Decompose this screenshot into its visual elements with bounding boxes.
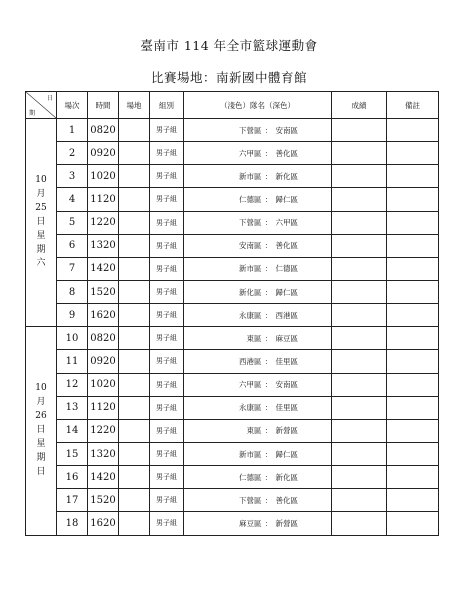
note-cell (387, 211, 439, 234)
round-number: 8 (57, 280, 88, 303)
score-cell (332, 373, 387, 396)
match-cell (184, 304, 332, 327)
table-row (26, 466, 439, 489)
match-cell (184, 442, 332, 465)
date-day-unit: 日 (36, 424, 46, 435)
score-cell (332, 466, 387, 489)
away-team: 佳里區 (275, 356, 298, 366)
home-team: 仁德區 (239, 194, 262, 204)
start-time: 1320 (88, 442, 119, 465)
away-team: 西港區 (275, 310, 298, 320)
table-row (26, 512, 439, 535)
home-team: 下營區 (239, 495, 262, 505)
match-separator: ： (264, 333, 273, 343)
note-cell (387, 188, 439, 211)
away-team: 麻豆區 (275, 333, 298, 343)
away-team: 新化區 (275, 472, 298, 482)
court-cell (119, 234, 150, 257)
table-row (26, 489, 439, 512)
court-cell (119, 165, 150, 188)
match-cell (184, 350, 332, 373)
start-time: 0920 (88, 350, 119, 373)
round-number: 3 (57, 165, 88, 188)
start-time: 1120 (88, 396, 119, 419)
group-cell: 男子組 (150, 327, 184, 350)
date-month: 10 (35, 174, 47, 185)
match-cell (184, 419, 332, 442)
court-cell (119, 142, 150, 165)
start-time: 1220 (88, 419, 119, 442)
table-row (26, 234, 439, 257)
score-cell (332, 396, 387, 419)
away-team: 仁德區 (275, 264, 298, 274)
group-cell: 男子組 (150, 489, 184, 512)
score-cell (332, 211, 387, 234)
match-cell (184, 396, 332, 419)
start-time: 1420 (88, 257, 119, 280)
note-cell (387, 350, 439, 373)
note-cell (387, 512, 439, 535)
round-number: 11 (57, 350, 88, 373)
match-cell (184, 512, 332, 535)
note-cell (387, 442, 439, 465)
header-match: （淺色）隊名（深色） (184, 92, 332, 119)
match-separator: ： (264, 495, 273, 505)
group-cell: 男子組 (150, 119, 184, 142)
score-cell (332, 419, 387, 442)
match-cell (184, 257, 332, 280)
court-cell (119, 466, 150, 489)
header-date-period: 期 (29, 110, 36, 117)
date-weekday: 六 (36, 258, 46, 269)
table-row (26, 142, 439, 165)
home-team: 新市區 (239, 264, 262, 274)
home-team: 下營區 (239, 125, 262, 135)
round-number: 10 (57, 327, 88, 350)
group-cell: 男子組 (150, 442, 184, 465)
group-cell: 男子組 (150, 142, 184, 165)
match-separator: ： (264, 380, 273, 390)
match-cell (184, 327, 332, 350)
away-team: 新營區 (275, 426, 298, 436)
note-cell (387, 142, 439, 165)
score-cell (332, 350, 387, 373)
table-row (26, 373, 439, 396)
date-cell (26, 119, 57, 327)
home-team: 六甲區 (239, 148, 262, 158)
score-cell (332, 280, 387, 303)
home-team: 新化區 (239, 287, 262, 297)
away-team: 安南區 (275, 125, 298, 135)
court-cell (119, 211, 150, 234)
round-number: 4 (57, 188, 88, 211)
match-cell (184, 165, 332, 188)
start-time: 1620 (88, 304, 119, 327)
match-cell (184, 489, 332, 512)
table-row (26, 442, 439, 465)
date-weekday: 日 (36, 466, 46, 477)
table-row (26, 396, 439, 419)
round-number: 6 (57, 234, 88, 257)
start-time: 1320 (88, 234, 119, 257)
table-row (26, 211, 439, 234)
date-w1: 星 (36, 438, 46, 449)
start-time: 1520 (88, 280, 119, 303)
date-day-unit: 日 (36, 216, 46, 227)
round-number: 1 (57, 119, 88, 142)
date-w1: 星 (36, 230, 46, 241)
away-team: 新化區 (275, 171, 298, 181)
score-cell (332, 512, 387, 535)
group-cell: 男子組 (150, 373, 184, 396)
match-separator: ： (264, 518, 273, 528)
note-cell (387, 419, 439, 442)
group-cell: 男子組 (150, 188, 184, 211)
header-score: 成績 (332, 92, 387, 119)
match-cell (184, 211, 332, 234)
schedule-table (25, 91, 439, 536)
date-month: 10 (35, 383, 47, 394)
header-date-day: 日 (46, 95, 53, 102)
court-cell (119, 188, 150, 211)
court-cell (119, 442, 150, 465)
table-row (26, 280, 439, 303)
score-cell (332, 489, 387, 512)
match-separator: ： (264, 403, 273, 413)
court-cell (119, 350, 150, 373)
start-time: 1020 (88, 373, 119, 396)
round-number: 9 (57, 304, 88, 327)
note-cell (387, 304, 439, 327)
table-row (26, 257, 439, 280)
round-number: 13 (57, 396, 88, 419)
date-w2: 期 (36, 244, 46, 255)
round-number: 16 (57, 466, 88, 489)
round-number: 17 (57, 489, 88, 512)
court-cell (119, 327, 150, 350)
court-cell (119, 489, 150, 512)
start-time: 1520 (88, 489, 119, 512)
table-row (26, 327, 439, 350)
date-month-unit: 月 (36, 188, 46, 199)
away-team: 善化區 (275, 148, 298, 158)
match-separator: ： (264, 194, 273, 204)
away-team: 歸仁區 (275, 287, 298, 297)
date-w2: 期 (36, 452, 46, 463)
home-team: 麻豆區 (239, 518, 262, 528)
away-team: 安南區 (275, 380, 298, 390)
score-cell (332, 442, 387, 465)
date-stack (35, 174, 46, 272)
away-team: 歸仁區 (275, 194, 298, 204)
home-team: 新市區 (239, 171, 262, 181)
header-group: 組別 (150, 92, 184, 119)
group-cell: 男子組 (150, 350, 184, 373)
match-cell (184, 280, 332, 303)
round-number: 14 (57, 419, 88, 442)
start-time: 0820 (88, 327, 119, 350)
court-cell (119, 396, 150, 419)
score-cell (332, 304, 387, 327)
match-separator: ： (264, 472, 273, 482)
match-separator: ： (264, 241, 273, 251)
match-separator: ： (264, 449, 273, 459)
match-separator: ： (264, 171, 273, 181)
match-separator: ： (264, 356, 273, 366)
group-cell: 男子組 (150, 396, 184, 419)
note-cell (387, 234, 439, 257)
venue-subtitle: 比賽場地：南新國中體育館 (150, 70, 307, 85)
note-cell (387, 119, 439, 142)
round-number: 15 (57, 442, 88, 465)
group-cell: 男子組 (150, 466, 184, 489)
start-time: 1120 (88, 188, 119, 211)
group-cell: 男子組 (150, 211, 184, 234)
court-cell (119, 119, 150, 142)
group-cell: 男子組 (150, 419, 184, 442)
match-separator: ： (264, 310, 273, 320)
match-separator: ： (264, 218, 273, 228)
date-day: 25 (35, 202, 47, 213)
note-cell (387, 327, 439, 350)
table-row (26, 304, 439, 327)
away-team: 佳里區 (275, 403, 298, 413)
group-cell: 男子組 (150, 280, 184, 303)
score-cell (332, 327, 387, 350)
date-month-unit: 月 (36, 397, 46, 408)
away-team: 善化區 (275, 495, 298, 505)
home-team: 永康區 (239, 403, 262, 413)
start-time: 1020 (88, 165, 119, 188)
table-row (26, 188, 439, 211)
date-cell (26, 327, 57, 535)
header-row (26, 92, 439, 119)
table-row (26, 350, 439, 373)
note-cell (387, 280, 439, 303)
match-separator: ： (264, 426, 273, 436)
table-row (26, 119, 439, 142)
match-cell (184, 188, 332, 211)
note-cell (387, 489, 439, 512)
round-number: 12 (57, 373, 88, 396)
schedule-body (26, 119, 439, 536)
header-round: 場次 (57, 92, 88, 119)
match-cell (184, 234, 332, 257)
score-cell (332, 142, 387, 165)
note-cell (387, 373, 439, 396)
home-team: 新市區 (239, 449, 262, 459)
start-time: 1420 (88, 466, 119, 489)
header-note: 備註 (387, 92, 439, 119)
match-cell (184, 142, 332, 165)
match-cell (184, 466, 332, 489)
start-time: 0920 (88, 142, 119, 165)
group-cell: 男子組 (150, 512, 184, 535)
court-cell (119, 280, 150, 303)
round-number: 18 (57, 512, 88, 535)
match-cell (184, 373, 332, 396)
match-separator: ： (264, 148, 273, 158)
score-cell (332, 119, 387, 142)
away-team: 歸仁區 (275, 449, 298, 459)
date-stack (35, 382, 46, 480)
home-team: 安南區 (239, 241, 262, 251)
home-team: 東區 (246, 333, 262, 343)
court-cell (119, 373, 150, 396)
home-team: 仁德區 (239, 472, 262, 482)
score-cell (332, 234, 387, 257)
header-date (26, 92, 57, 119)
score-cell (332, 188, 387, 211)
match-separator: ： (264, 264, 273, 274)
round-number: 7 (57, 257, 88, 280)
date-day: 26 (35, 410, 47, 421)
header-court: 場地 (119, 92, 150, 119)
home-team: 東區 (246, 426, 262, 436)
match-separator: ： (264, 125, 273, 135)
group-cell: 男子組 (150, 165, 184, 188)
header-time: 時間 (88, 92, 119, 119)
group-cell: 男子組 (150, 304, 184, 327)
score-cell (332, 257, 387, 280)
score-cell (332, 165, 387, 188)
home-team: 西港區 (239, 356, 262, 366)
round-number: 5 (57, 211, 88, 234)
home-team: 下營區 (239, 218, 262, 228)
court-cell (119, 304, 150, 327)
court-cell (119, 512, 150, 535)
away-team: 六甲區 (275, 218, 298, 228)
start-time: 0820 (88, 119, 119, 142)
home-team: 六甲區 (239, 380, 262, 390)
court-cell (119, 257, 150, 280)
note-cell (387, 257, 439, 280)
note-cell (387, 466, 439, 489)
round-number: 2 (57, 142, 88, 165)
match-separator: ： (264, 287, 273, 297)
group-cell: 男子組 (150, 234, 184, 257)
group-cell: 男子組 (150, 257, 184, 280)
note-cell (387, 396, 439, 419)
away-team: 新營區 (275, 518, 298, 528)
start-time: 1220 (88, 211, 119, 234)
table-row (26, 165, 439, 188)
document-title: 臺南市 114 年全市籃球運動會 (140, 38, 318, 53)
court-cell (119, 419, 150, 442)
note-cell (387, 165, 439, 188)
start-time: 1620 (88, 512, 119, 535)
table-row (26, 419, 439, 442)
home-team: 永康區 (239, 310, 262, 320)
match-cell (184, 119, 332, 142)
away-team: 善化區 (275, 241, 298, 251)
